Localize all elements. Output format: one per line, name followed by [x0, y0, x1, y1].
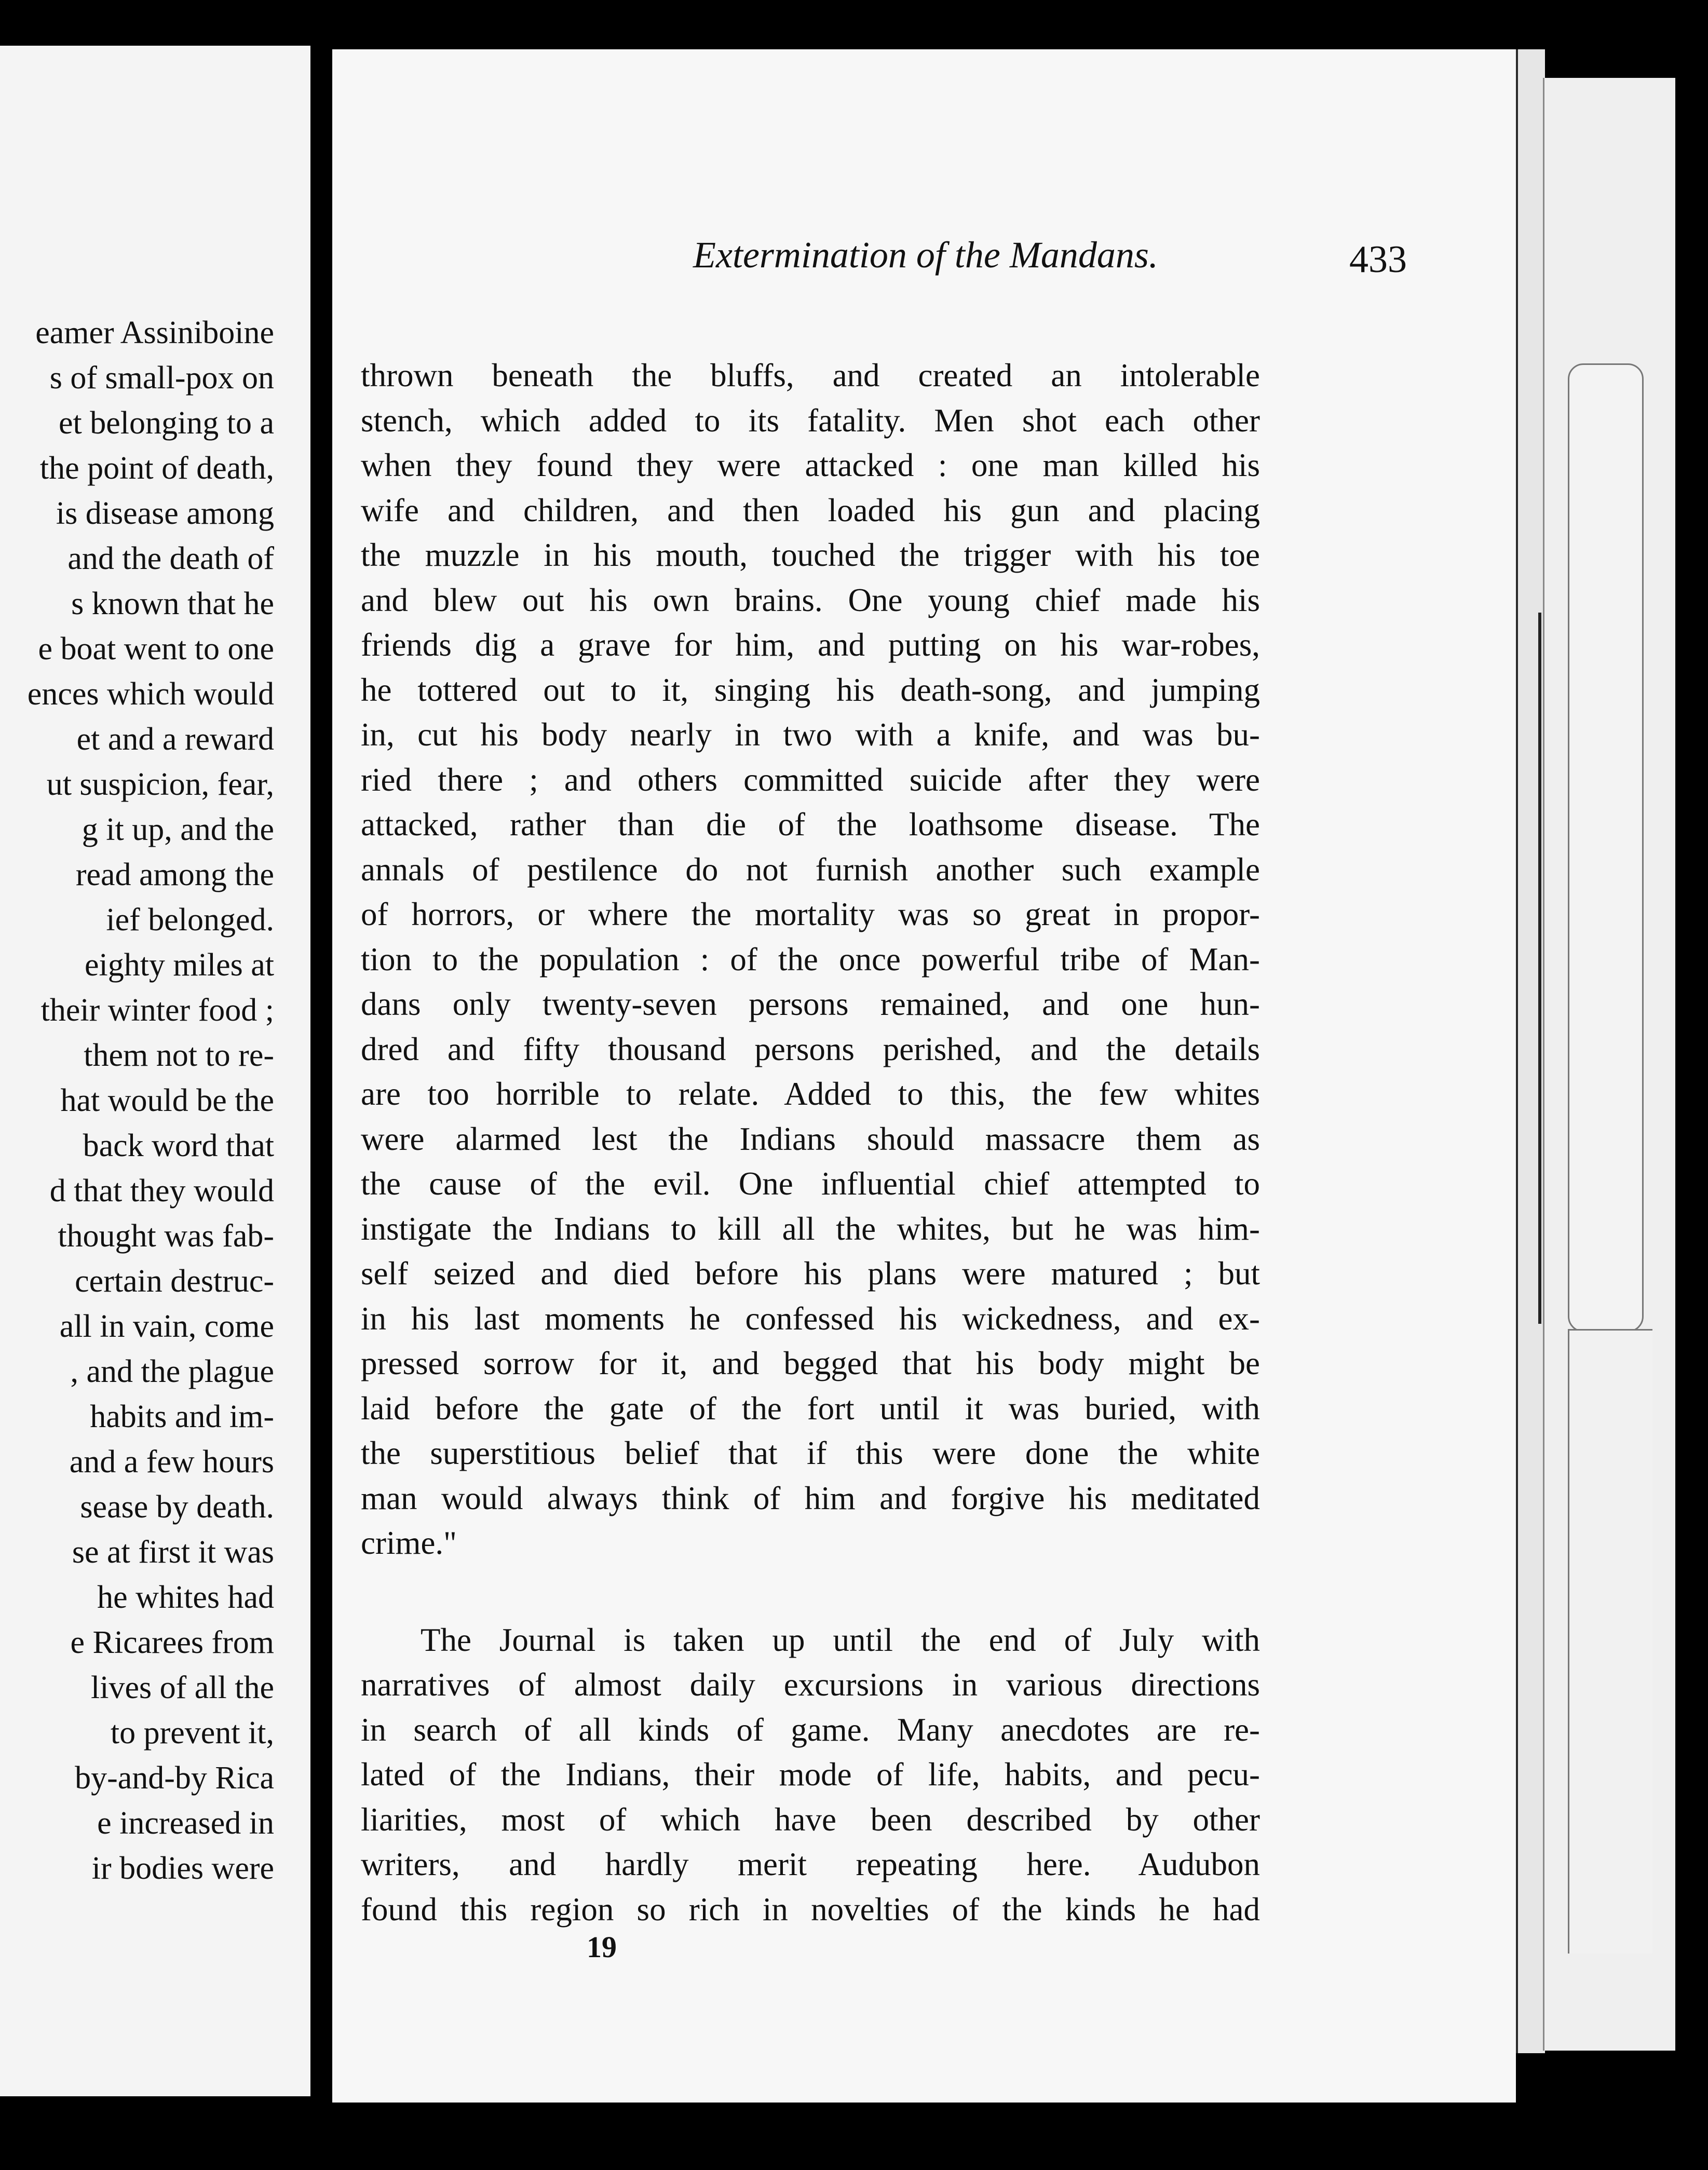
left-line: certain destruc- — [75, 1264, 274, 1299]
left-line: to prevent it, — [110, 1715, 274, 1751]
text-line: instigate the Indians to kill all the whites, but he was him- — [361, 1210, 1260, 1247]
left-line: sease by death. — [80, 1489, 274, 1525]
text-line: lated of the Indians, their mode of life, habits, and pecu- — [361, 1756, 1260, 1793]
text-line: the muzzle in his mouth, touched the trigger with his toe — [361, 537, 1260, 573]
text-line: tion to the population : of the once powerful tribe of Man- — [361, 941, 1260, 978]
body-text — [361, 353, 1260, 1932]
left-line: , and the plague — [70, 1354, 274, 1389]
left-line: e Ricarees from — [70, 1625, 274, 1660]
text-line: The Journal is taken up until the end of July with — [421, 1621, 1260, 1658]
left-line: d that they would — [49, 1173, 274, 1209]
text-line: wife and children, and then loaded his gun and placing — [361, 492, 1260, 528]
left-line: back word that — [83, 1128, 274, 1163]
left-line: ences which would — [27, 676, 274, 712]
text-line: crime." — [361, 1525, 457, 1561]
left-line: se at first it was — [72, 1535, 274, 1570]
left-line: thought was fab- — [58, 1218, 274, 1254]
left-line: their winter food ; — [40, 993, 274, 1028]
page-number: 433 — [1349, 238, 1407, 281]
left-line: e increased in — [97, 1806, 274, 1841]
left-line: he whites had — [97, 1580, 274, 1615]
main-page — [332, 49, 1516, 2103]
left-line: lives of all the — [91, 1670, 274, 1705]
text-line: the superstitious belief that if this were done the white — [361, 1435, 1260, 1471]
left-line: the point of death, — [39, 451, 274, 486]
text-line: writers, and hardly merit repeating here. Audubon — [361, 1846, 1260, 1882]
left-page-text — [0, 310, 274, 1891]
text-line: dans only twenty-seven persons remained, and one hun- — [361, 986, 1260, 1022]
leaf-edge-lower — [1568, 1329, 1652, 1954]
text-line: in his last moments he confessed his wickedness, and ex- — [361, 1300, 1260, 1337]
left-line: read among the — [75, 857, 274, 892]
text-line: thrown beneath the bluffs, and created an intolerable — [361, 357, 1260, 394]
left-line: ief belonged. — [106, 902, 274, 938]
text-line: the cause of the evil. One influential chief attempted to — [361, 1165, 1260, 1202]
left-line: hat would be the — [60, 1083, 274, 1118]
left-line: and a few hours — [69, 1444, 274, 1480]
text-line: in search of all kinds of game. Many anecdotes are re- — [361, 1711, 1260, 1748]
left-line: them not to re- — [84, 1038, 274, 1073]
left-line: is disease among — [56, 496, 274, 531]
text-line: narratives of almost daily excursions in various directions — [361, 1666, 1260, 1703]
text-line: in, cut his body nearly in two with a knife, and was bu- — [361, 716, 1260, 753]
text-line: when they found they were attacked : one man killed his — [361, 447, 1260, 483]
text-line: liarities, most of which have been described by other — [361, 1801, 1260, 1838]
running-head — [514, 234, 1417, 291]
left-line: habits and im- — [90, 1399, 274, 1434]
text-line: are too horrible to relate. Added to this, the few whites — [361, 1076, 1260, 1112]
text-line: self seized and died before his plans were matured ; but — [361, 1255, 1260, 1292]
running-title: Extermination of the Mandans. — [693, 234, 1158, 276]
left-line: by-and-by Rica — [75, 1760, 274, 1796]
left-line: g it up, and the — [82, 812, 274, 847]
text-line: found this region so rich in novelties of the kinds he had — [361, 1891, 1260, 1928]
leaf-edge-upper — [1568, 363, 1644, 1332]
left-line: eamer Assiniboine — [35, 315, 274, 350]
left-line: s known that he — [71, 586, 274, 621]
left-line: e boat went to one — [38, 631, 274, 667]
left-line: eighty miles at — [84, 947, 274, 983]
text-line: stench, which added to its fatality. Men shot each other — [361, 402, 1260, 439]
paragraph-gap — [361, 1566, 1260, 1618]
left-line: et belonging to a — [59, 405, 274, 441]
leaf-edge-line — [1538, 613, 1541, 1324]
left-line: ir bodies were — [91, 1851, 274, 1886]
text-line: of horrors, or where the mortality was so great in propor- — [361, 896, 1260, 932]
signature-mark: 19 — [587, 1930, 617, 1964]
text-line: dred and fifty thousand persons perished, and the details — [361, 1030, 1260, 1067]
left-facing-page — [0, 46, 310, 2096]
left-line: all in vain, come — [59, 1309, 274, 1344]
text-line: attacked, rather than die of the loathsome disease. The — [361, 806, 1260, 843]
text-line: laid before the gate of the fort until it was buried, with — [361, 1390, 1260, 1427]
left-line: et and a reward — [76, 722, 274, 757]
text-line: were alarmed lest the Indians should massacre them as — [361, 1120, 1260, 1157]
left-line: s of small-pox on — [49, 360, 274, 396]
text-line: ried there ; and others committed suicide after they were — [361, 761, 1260, 798]
left-line: ut suspicion, fear, — [46, 767, 274, 802]
text-line: annals of pestilence do not furnish another such example — [361, 851, 1260, 888]
left-line: and the death of — [67, 541, 274, 576]
text-line: friends dig a grave for him, and putting on his war-robes, — [361, 627, 1260, 663]
text-line: and blew out his own brains. One young chief made his — [361, 581, 1260, 618]
text-line: he tottered out to it, singing his death-song, and jumping — [361, 671, 1260, 708]
text-line: man would always think of him and forgive his meditated — [361, 1480, 1260, 1516]
scan-background — [1675, 0, 1708, 2170]
book-gutter — [310, 0, 332, 2170]
text-line: pressed sorrow for it, and begged that his body might be — [361, 1345, 1260, 1381]
